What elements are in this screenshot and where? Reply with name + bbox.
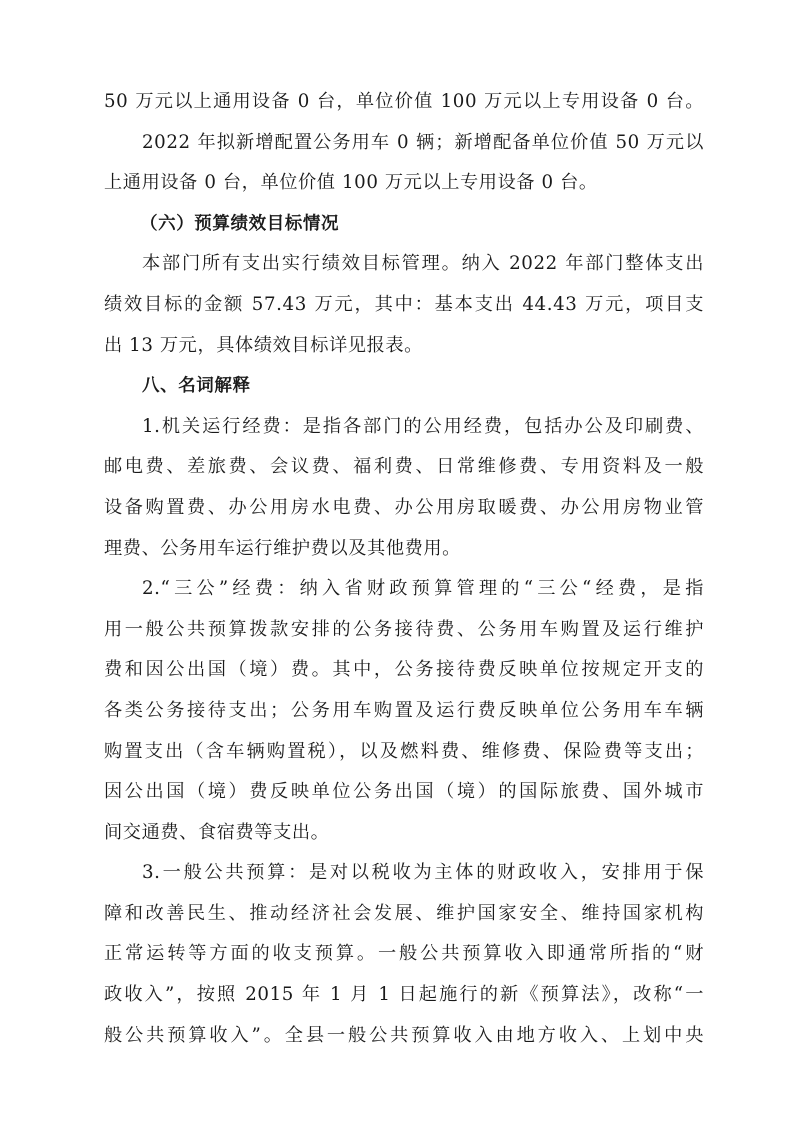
text-line: 本部门所有支出实行绩效目标管理。纳入 2022 年部门整体支出: [142, 253, 704, 275]
glossary-item-three-public-expenses: [104, 569, 704, 853]
document-body: [104, 82, 704, 1056]
text-line: 用一般公共预算拨款安排的公务接待费、公务用车购置及运行维护: [104, 618, 704, 640]
text-line: 正常运转等方面的收支预算。一般公共预算收入即通常所指的“财: [104, 943, 704, 965]
text-line: 障和改善民生、推动经济社会发展、维护国家安全、维持国家机构: [104, 902, 704, 924]
text-line: 2.“三公”经费：纳入省财政预算管理的“三公“经费，是指: [142, 578, 704, 600]
text-line: 1.机关运行经费：是指各部门的公用经费，包括办公及印刷费、: [142, 415, 704, 437]
text-line: 绩效目标的金额 57.43 万元，其中：基本支出 44.43 万元，项目支: [104, 293, 704, 315]
paragraph-2022-vehicles: [104, 123, 704, 204]
text-line: 设备购置费、办公用房水电费、办公用房取暖费、办公用房物业管: [104, 496, 704, 518]
text-line: 各类公务接待支出；公务用车购置及运行费反映单位公务用车车辆: [104, 699, 704, 721]
section-heading-performance-goals: （六）预算绩效目标情况: [140, 213, 340, 234]
text-line: 50 万元以上通用设备 0 台，单位价值 100 万元以上专用设备 0 台。: [104, 91, 704, 112]
text-line: 3.一般公共预算：是对以税收为主体的财政收入，安排用于保: [142, 862, 704, 884]
text-line: 购置支出（含车辆购置税），以及燃料费、维修费、保险费等支出；: [104, 740, 704, 762]
text-line: 理费、公务用车运行维护费以及其他费用。: [104, 537, 461, 559]
text-line: 费和因公出国（境）费。其中，公务接待费反映单位按规定开支的: [104, 659, 704, 681]
text-line: 政收入”，按照 2015 年 1 月 1 日起施行的新《预算法》，改称“一: [104, 984, 704, 1006]
text-line: 上通用设备 0 台，单位价值 100 万元以上专用设备 0 台。: [104, 172, 598, 194]
glossary-item-general-public-budget: [104, 853, 704, 1056]
paragraph-performance-goals: [104, 244, 704, 366]
text-line: 因公出国（境）费反映单位公务出国（境）的国际旅费、国外城市: [104, 781, 704, 803]
text-line: 2022 年拟新增配置公务用车 0 辆；新增配备单位价值 50 万元以: [142, 131, 704, 153]
text-line: 般公共预算收入”。全县一般公共预算收入由地方收入、上划中央: [104, 1024, 704, 1046]
text-line: 邮电费、差旅费、会议费、福利费、日常维修费、专用资料及一般: [104, 456, 704, 478]
text-line: 出 13 万元，具体绩效目标详见报表。: [104, 334, 423, 356]
section-heading-glossary: 八、名词解释: [142, 376, 251, 397]
glossary-item-operating-expenses: [104, 407, 704, 569]
text-line: 间交通费、食宿费等支出。: [104, 821, 330, 843]
